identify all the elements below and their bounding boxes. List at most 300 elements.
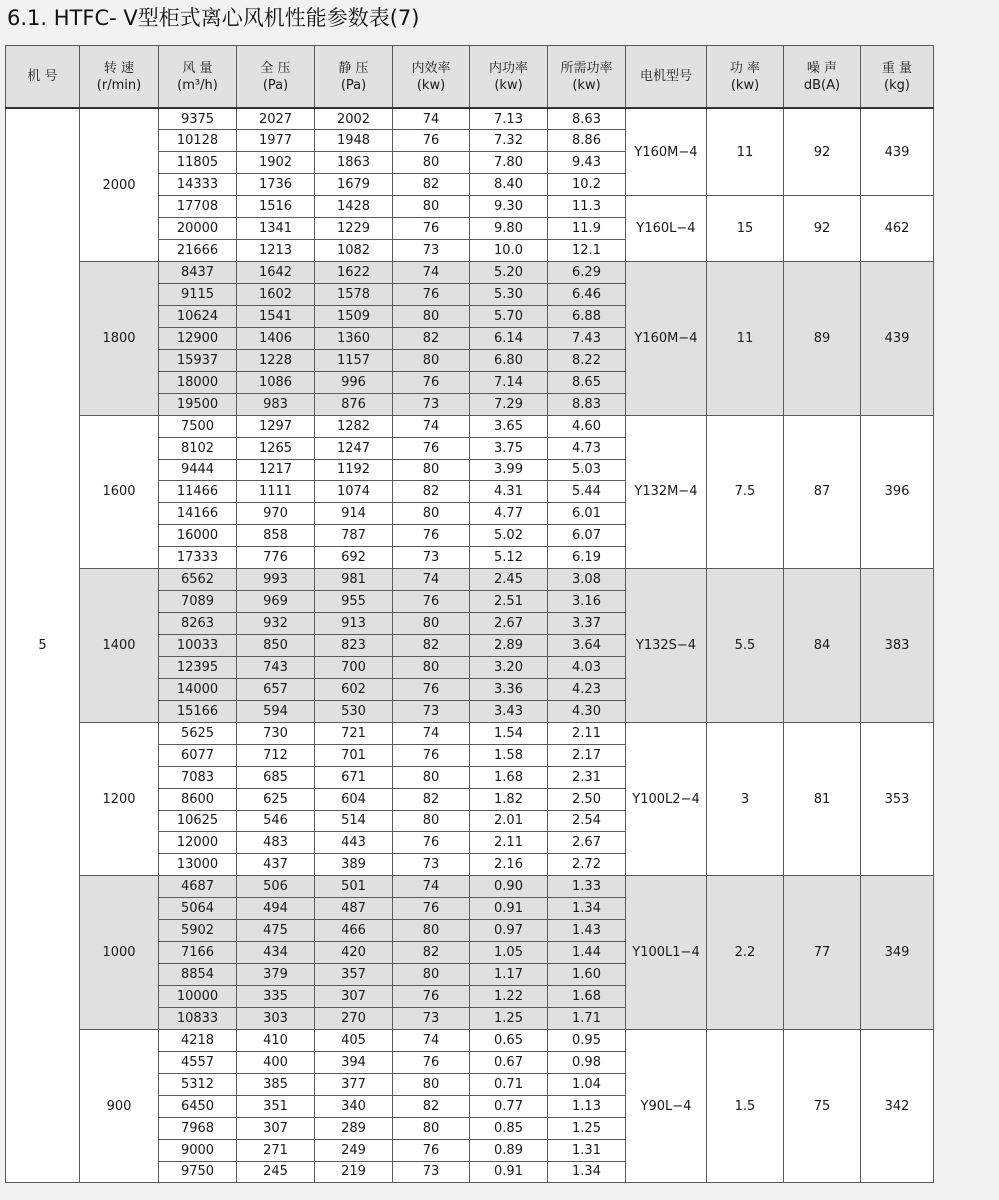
required-power-cell: 1.04	[548, 1073, 626, 1095]
internal-power-cell: 5.12	[470, 547, 548, 569]
header-unit: (kg)	[884, 77, 910, 93]
required-power-cell: 4.30	[548, 700, 626, 722]
air-volume-cell: 12000	[159, 832, 237, 854]
internal-efficiency-cell: 76	[393, 744, 470, 766]
internal-efficiency-cell: 80	[393, 152, 470, 174]
header-motor-model	[626, 46, 707, 109]
required-power-cell: 11.3	[548, 196, 626, 218]
internal-efficiency-cell: 82	[393, 635, 470, 657]
static-pressure-cell: 1428	[315, 196, 393, 218]
air-volume-cell: 8854	[159, 964, 237, 986]
table-row	[6, 262, 934, 284]
static-pressure-cell: 394	[315, 1051, 393, 1073]
header-air-volume	[159, 46, 237, 109]
air-volume-cell: 10625	[159, 810, 237, 832]
weight-cell: 353	[861, 722, 934, 876]
total-pressure-cell: 385	[237, 1073, 315, 1095]
static-pressure-cell: 602	[315, 678, 393, 700]
required-power-cell: 6.46	[548, 284, 626, 306]
total-pressure-cell: 625	[237, 788, 315, 810]
total-pressure-cell: 1977	[237, 130, 315, 152]
internal-efficiency-cell: 80	[393, 810, 470, 832]
required-power-cell: 2.54	[548, 810, 626, 832]
total-pressure-cell: 1086	[237, 371, 315, 393]
header-machine-no	[6, 46, 80, 109]
header-speed	[80, 46, 159, 109]
internal-efficiency-cell: 82	[393, 942, 470, 964]
total-pressure-cell: 1228	[237, 349, 315, 371]
weight-cell: 349	[861, 876, 934, 1030]
motor-power-cell: 1.5	[707, 1029, 784, 1183]
air-volume-cell: 11466	[159, 481, 237, 503]
required-power-cell: 2.50	[548, 788, 626, 810]
required-power-cell: 3.16	[548, 591, 626, 613]
internal-efficiency-cell: 80	[393, 196, 470, 218]
required-power-cell: 6.88	[548, 305, 626, 327]
internal-power-cell: 5.70	[470, 305, 548, 327]
static-pressure-cell: 501	[315, 876, 393, 898]
total-pressure-cell: 437	[237, 854, 315, 876]
motor-power-cell: 11	[707, 262, 784, 416]
motor-model-cell: Y132S−4	[626, 569, 707, 723]
internal-power-cell: 4.77	[470, 503, 548, 525]
noise-cell: 81	[784, 722, 861, 876]
required-power-cell: 4.60	[548, 415, 626, 437]
required-power-cell: 10.2	[548, 174, 626, 196]
internal-efficiency-cell: 82	[393, 1095, 470, 1117]
total-pressure-cell: 1902	[237, 152, 315, 174]
header-static-pressure	[315, 46, 393, 109]
internal-power-cell: 2.16	[470, 854, 548, 876]
total-pressure-cell: 1265	[237, 437, 315, 459]
internal-power-cell: 9.30	[470, 196, 548, 218]
speed-cell: 1200	[80, 722, 159, 876]
internal-efficiency-cell: 74	[393, 569, 470, 591]
total-pressure-cell: 506	[237, 876, 315, 898]
air-volume-cell: 9000	[159, 1139, 237, 1161]
total-pressure-cell: 1602	[237, 284, 315, 306]
header-unit: dB(A)	[803, 77, 841, 93]
static-pressure-cell: 955	[315, 591, 393, 613]
internal-power-cell: 5.20	[470, 262, 548, 284]
internal-power-cell: 5.30	[470, 284, 548, 306]
total-pressure-cell: 858	[237, 525, 315, 547]
internal-power-cell: 3.36	[470, 678, 548, 700]
air-volume-cell: 8263	[159, 613, 237, 635]
header-unit: (kw)	[494, 77, 523, 93]
total-pressure-cell: 1516	[237, 196, 315, 218]
speed-cell: 1400	[80, 569, 159, 723]
total-pressure-cell: 1213	[237, 240, 315, 262]
page-title: 6.1. HTFC- Ⅴ型柜式离心风机性能参数表(7)	[7, 6, 420, 30]
internal-power-cell: 0.85	[470, 1117, 548, 1139]
noise-cell: 87	[784, 415, 861, 569]
internal-efficiency-cell: 80	[393, 964, 470, 986]
required-power-cell: 8.63	[548, 108, 626, 130]
internal-power-cell: 9.80	[470, 218, 548, 240]
static-pressure-cell: 307	[315, 986, 393, 1008]
total-pressure-cell: 1642	[237, 262, 315, 284]
air-volume-cell: 12900	[159, 327, 237, 349]
total-pressure-cell: 776	[237, 547, 315, 569]
air-volume-cell: 8102	[159, 437, 237, 459]
static-pressure-cell: 340	[315, 1095, 393, 1117]
air-volume-cell: 15937	[159, 349, 237, 371]
internal-power-cell: 10.0	[470, 240, 548, 262]
required-power-cell: 1.60	[548, 964, 626, 986]
table-row	[6, 108, 934, 130]
internal-power-cell: 2.45	[470, 569, 548, 591]
required-power-cell: 4.03	[548, 656, 626, 678]
internal-efficiency-cell: 76	[393, 1051, 470, 1073]
air-volume-cell: 13000	[159, 854, 237, 876]
required-power-cell: 9.43	[548, 152, 626, 174]
air-volume-cell: 19500	[159, 393, 237, 415]
motor-power-cell: 2.2	[707, 876, 784, 1030]
internal-efficiency-cell: 76	[393, 832, 470, 854]
required-power-cell: 8.86	[548, 130, 626, 152]
required-power-cell: 12.1	[548, 240, 626, 262]
header-unit: (r/min)	[96, 77, 142, 93]
static-pressure-cell: 357	[315, 964, 393, 986]
static-pressure-cell: 389	[315, 854, 393, 876]
internal-power-cell: 7.32	[470, 130, 548, 152]
internal-power-cell: 7.14	[470, 371, 548, 393]
air-volume-cell: 7968	[159, 1117, 237, 1139]
internal-power-cell: 3.99	[470, 459, 548, 481]
total-pressure-cell: 271	[237, 1139, 315, 1161]
air-volume-cell: 7166	[159, 942, 237, 964]
air-volume-cell: 8437	[159, 262, 237, 284]
internal-power-cell: 7.13	[470, 108, 548, 130]
air-volume-cell: 7500	[159, 415, 237, 437]
static-pressure-cell: 1578	[315, 284, 393, 306]
internal-power-cell: 3.20	[470, 656, 548, 678]
machine-no-cell: 5	[6, 108, 80, 1183]
air-volume-cell: 15166	[159, 700, 237, 722]
air-volume-cell: 14000	[159, 678, 237, 700]
total-pressure-cell: 1341	[237, 218, 315, 240]
static-pressure-cell: 514	[315, 810, 393, 832]
total-pressure-cell: 546	[237, 810, 315, 832]
required-power-cell: 6.07	[548, 525, 626, 547]
weight-cell: 462	[861, 196, 934, 262]
motor-power-cell: 15	[707, 196, 784, 262]
total-pressure-cell: 983	[237, 393, 315, 415]
air-volume-cell: 9444	[159, 459, 237, 481]
static-pressure-cell: 604	[315, 788, 393, 810]
required-power-cell: 4.23	[548, 678, 626, 700]
internal-power-cell: 0.97	[470, 920, 548, 942]
static-pressure-cell: 1192	[315, 459, 393, 481]
air-volume-cell: 17333	[159, 547, 237, 569]
internal-power-cell: 3.75	[470, 437, 548, 459]
table-row	[6, 1029, 934, 1051]
total-pressure-cell: 730	[237, 722, 315, 744]
internal-efficiency-cell: 74	[393, 876, 470, 898]
speed-cell: 2000	[80, 108, 159, 262]
internal-efficiency-cell: 76	[393, 986, 470, 1008]
air-volume-cell: 17708	[159, 196, 237, 218]
table-row	[6, 415, 934, 437]
static-pressure-cell: 700	[315, 656, 393, 678]
total-pressure-cell: 483	[237, 832, 315, 854]
internal-power-cell: 5.02	[470, 525, 548, 547]
total-pressure-cell: 1406	[237, 327, 315, 349]
static-pressure-cell: 1509	[315, 305, 393, 327]
air-volume-cell: 7083	[159, 766, 237, 788]
internal-power-cell: 1.22	[470, 986, 548, 1008]
internal-power-cell: 0.89	[470, 1139, 548, 1161]
total-pressure-cell: 410	[237, 1029, 315, 1051]
static-pressure-cell: 981	[315, 569, 393, 591]
required-power-cell: 5.44	[548, 481, 626, 503]
static-pressure-cell: 876	[315, 393, 393, 415]
internal-power-cell: 8.40	[470, 174, 548, 196]
static-pressure-cell: 671	[315, 766, 393, 788]
motor-model-cell: Y100L1−4	[626, 876, 707, 1030]
total-pressure-cell: 400	[237, 1051, 315, 1073]
header-unit: (m³/h)	[177, 77, 218, 93]
internal-power-cell: 1.05	[470, 942, 548, 964]
header-label: 所需功率	[560, 60, 613, 76]
static-pressure-cell: 701	[315, 744, 393, 766]
required-power-cell: 11.9	[548, 218, 626, 240]
internal-efficiency-cell: 76	[393, 437, 470, 459]
weight-cell: 383	[861, 569, 934, 723]
motor-model-cell: Y160M−4	[626, 108, 707, 196]
internal-power-cell: 2.67	[470, 613, 548, 635]
static-pressure-cell: 377	[315, 1073, 393, 1095]
total-pressure-cell: 303	[237, 1007, 315, 1029]
static-pressure-cell: 1948	[315, 130, 393, 152]
header-unit: (kw)	[572, 77, 601, 93]
internal-efficiency-cell: 76	[393, 591, 470, 613]
air-volume-cell: 20000	[159, 218, 237, 240]
required-power-cell: 4.73	[548, 437, 626, 459]
motor-model-cell: Y160L−4	[626, 196, 707, 262]
internal-efficiency-cell: 76	[393, 218, 470, 240]
internal-efficiency-cell: 80	[393, 459, 470, 481]
motor-power-cell: 3	[707, 722, 784, 876]
internal-efficiency-cell: 74	[393, 262, 470, 284]
required-power-cell: 1.43	[548, 920, 626, 942]
total-pressure-cell: 1736	[237, 174, 315, 196]
motor-power-cell: 11	[707, 108, 784, 196]
static-pressure-cell: 1157	[315, 349, 393, 371]
header-label: 内功率	[488, 60, 528, 76]
total-pressure-cell: 1297	[237, 415, 315, 437]
total-pressure-cell: 351	[237, 1095, 315, 1117]
motor-model-cell: Y100L2−4	[626, 722, 707, 876]
static-pressure-cell: 405	[315, 1029, 393, 1051]
internal-efficiency-cell: 73	[393, 700, 470, 722]
total-pressure-cell: 1541	[237, 305, 315, 327]
required-power-cell: 6.01	[548, 503, 626, 525]
header-total-pressure	[237, 46, 315, 109]
required-power-cell: 3.64	[548, 635, 626, 657]
air-volume-cell: 16000	[159, 525, 237, 547]
required-power-cell: 2.11	[548, 722, 626, 744]
internal-efficiency-cell: 76	[393, 525, 470, 547]
internal-power-cell: 6.80	[470, 349, 548, 371]
static-pressure-cell: 1082	[315, 240, 393, 262]
air-volume-cell: 7089	[159, 591, 237, 613]
total-pressure-cell: 712	[237, 744, 315, 766]
internal-efficiency-cell: 80	[393, 503, 470, 525]
motor-power-cell: 7.5	[707, 415, 784, 569]
air-volume-cell: 10033	[159, 635, 237, 657]
internal-power-cell: 1.25	[470, 1007, 548, 1029]
air-volume-cell: 18000	[159, 371, 237, 393]
weight-cell: 396	[861, 415, 934, 569]
internal-power-cell: 0.91	[470, 1161, 548, 1183]
table-body	[6, 108, 934, 1183]
noise-cell: 89	[784, 262, 861, 416]
required-power-cell: 7.43	[548, 327, 626, 349]
internal-power-cell: 2.11	[470, 832, 548, 854]
header-unit: (Pa)	[262, 77, 289, 93]
air-volume-cell: 4557	[159, 1051, 237, 1073]
header-label: 内效率	[411, 60, 451, 76]
internal-efficiency-cell: 80	[393, 305, 470, 327]
internal-power-cell: 1.58	[470, 744, 548, 766]
internal-power-cell: 2.89	[470, 635, 548, 657]
noise-cell: 92	[784, 108, 861, 196]
internal-efficiency-cell: 82	[393, 174, 470, 196]
internal-efficiency-cell: 76	[393, 284, 470, 306]
internal-efficiency-cell: 76	[393, 678, 470, 700]
internal-efficiency-cell: 74	[393, 1029, 470, 1051]
header-label: 重 量	[881, 60, 913, 76]
total-pressure-cell: 494	[237, 898, 315, 920]
air-volume-cell: 8600	[159, 788, 237, 810]
static-pressure-cell: 219	[315, 1161, 393, 1183]
static-pressure-cell: 270	[315, 1007, 393, 1029]
required-power-cell: 6.19	[548, 547, 626, 569]
internal-efficiency-cell: 82	[393, 327, 470, 349]
required-power-cell: 1.33	[548, 876, 626, 898]
total-pressure-cell: 245	[237, 1161, 315, 1183]
internal-efficiency-cell: 73	[393, 240, 470, 262]
internal-efficiency-cell: 74	[393, 722, 470, 744]
static-pressure-cell: 996	[315, 371, 393, 393]
static-pressure-cell: 823	[315, 635, 393, 657]
required-power-cell: 1.34	[548, 898, 626, 920]
noise-cell: 77	[784, 876, 861, 1030]
air-volume-cell: 5064	[159, 898, 237, 920]
static-pressure-cell: 1360	[315, 327, 393, 349]
air-volume-cell: 4218	[159, 1029, 237, 1051]
header-label: 电机型号	[639, 69, 692, 84]
total-pressure-cell: 932	[237, 613, 315, 635]
static-pressure-cell: 1282	[315, 415, 393, 437]
total-pressure-cell: 1217	[237, 459, 315, 481]
internal-efficiency-cell: 80	[393, 613, 470, 635]
required-power-cell: 1.34	[548, 1161, 626, 1183]
internal-efficiency-cell: 82	[393, 481, 470, 503]
air-volume-cell: 5625	[159, 722, 237, 744]
noise-cell: 92	[784, 196, 861, 262]
internal-efficiency-cell: 73	[393, 1007, 470, 1029]
header-label: 转 速	[103, 60, 135, 76]
air-volume-cell: 10128	[159, 130, 237, 152]
total-pressure-cell: 1111	[237, 481, 315, 503]
static-pressure-cell: 420	[315, 942, 393, 964]
header-unit: (kw)	[416, 77, 446, 93]
static-pressure-cell: 466	[315, 920, 393, 942]
internal-efficiency-cell: 76	[393, 130, 470, 152]
internal-efficiency-cell: 76	[393, 371, 470, 393]
required-power-cell: 3.37	[548, 613, 626, 635]
internal-power-cell: 0.71	[470, 1073, 548, 1095]
motor-model-cell: Y90L−4	[626, 1029, 707, 1183]
static-pressure-cell: 1229	[315, 218, 393, 240]
speed-cell: 900	[80, 1029, 159, 1183]
air-volume-cell: 4687	[159, 876, 237, 898]
internal-power-cell: 7.80	[470, 152, 548, 174]
total-pressure-cell: 657	[237, 678, 315, 700]
header-required-power	[548, 46, 626, 109]
required-power-cell: 0.98	[548, 1051, 626, 1073]
air-volume-cell: 10624	[159, 305, 237, 327]
required-power-cell: 1.25	[548, 1117, 626, 1139]
static-pressure-cell: 1247	[315, 437, 393, 459]
required-power-cell: 8.83	[548, 393, 626, 415]
speed-cell: 1600	[80, 415, 159, 569]
required-power-cell: 2.72	[548, 854, 626, 876]
motor-model-cell: Y132M−4	[626, 415, 707, 569]
total-pressure-cell: 969	[237, 591, 315, 613]
table-header-row	[6, 46, 934, 109]
required-power-cell: 3.08	[548, 569, 626, 591]
static-pressure-cell: 1074	[315, 481, 393, 503]
internal-efficiency-cell: 73	[393, 1161, 470, 1183]
internal-power-cell: 6.14	[470, 327, 548, 349]
static-pressure-cell: 443	[315, 832, 393, 854]
header-weight	[861, 46, 934, 109]
air-volume-cell: 14166	[159, 503, 237, 525]
header-unit: (Pa)	[340, 77, 367, 93]
internal-power-cell: 1.68	[470, 766, 548, 788]
total-pressure-cell: 850	[237, 635, 315, 657]
air-volume-cell: 12395	[159, 656, 237, 678]
header-label: 全 压	[260, 60, 291, 76]
air-volume-cell: 10000	[159, 986, 237, 1008]
air-volume-cell: 6450	[159, 1095, 237, 1117]
total-pressure-cell: 970	[237, 503, 315, 525]
required-power-cell: 2.17	[548, 744, 626, 766]
internal-efficiency-cell: 76	[393, 898, 470, 920]
motor-power-cell: 5.5	[707, 569, 784, 723]
internal-efficiency-cell: 76	[393, 1139, 470, 1161]
total-pressure-cell: 2027	[237, 108, 315, 130]
internal-power-cell: 0.91	[470, 898, 548, 920]
speed-cell: 1800	[80, 262, 159, 416]
total-pressure-cell: 743	[237, 656, 315, 678]
total-pressure-cell: 379	[237, 964, 315, 986]
header-label: 机 号	[27, 69, 58, 84]
required-power-cell: 1.44	[548, 942, 626, 964]
internal-efficiency-cell: 82	[393, 788, 470, 810]
required-power-cell: 6.29	[548, 262, 626, 284]
total-pressure-cell: 307	[237, 1117, 315, 1139]
header-label: 静 压	[338, 60, 369, 76]
speed-cell: 1000	[80, 876, 159, 1030]
internal-efficiency-cell: 80	[393, 920, 470, 942]
internal-efficiency-cell: 73	[393, 547, 470, 569]
total-pressure-cell: 434	[237, 942, 315, 964]
